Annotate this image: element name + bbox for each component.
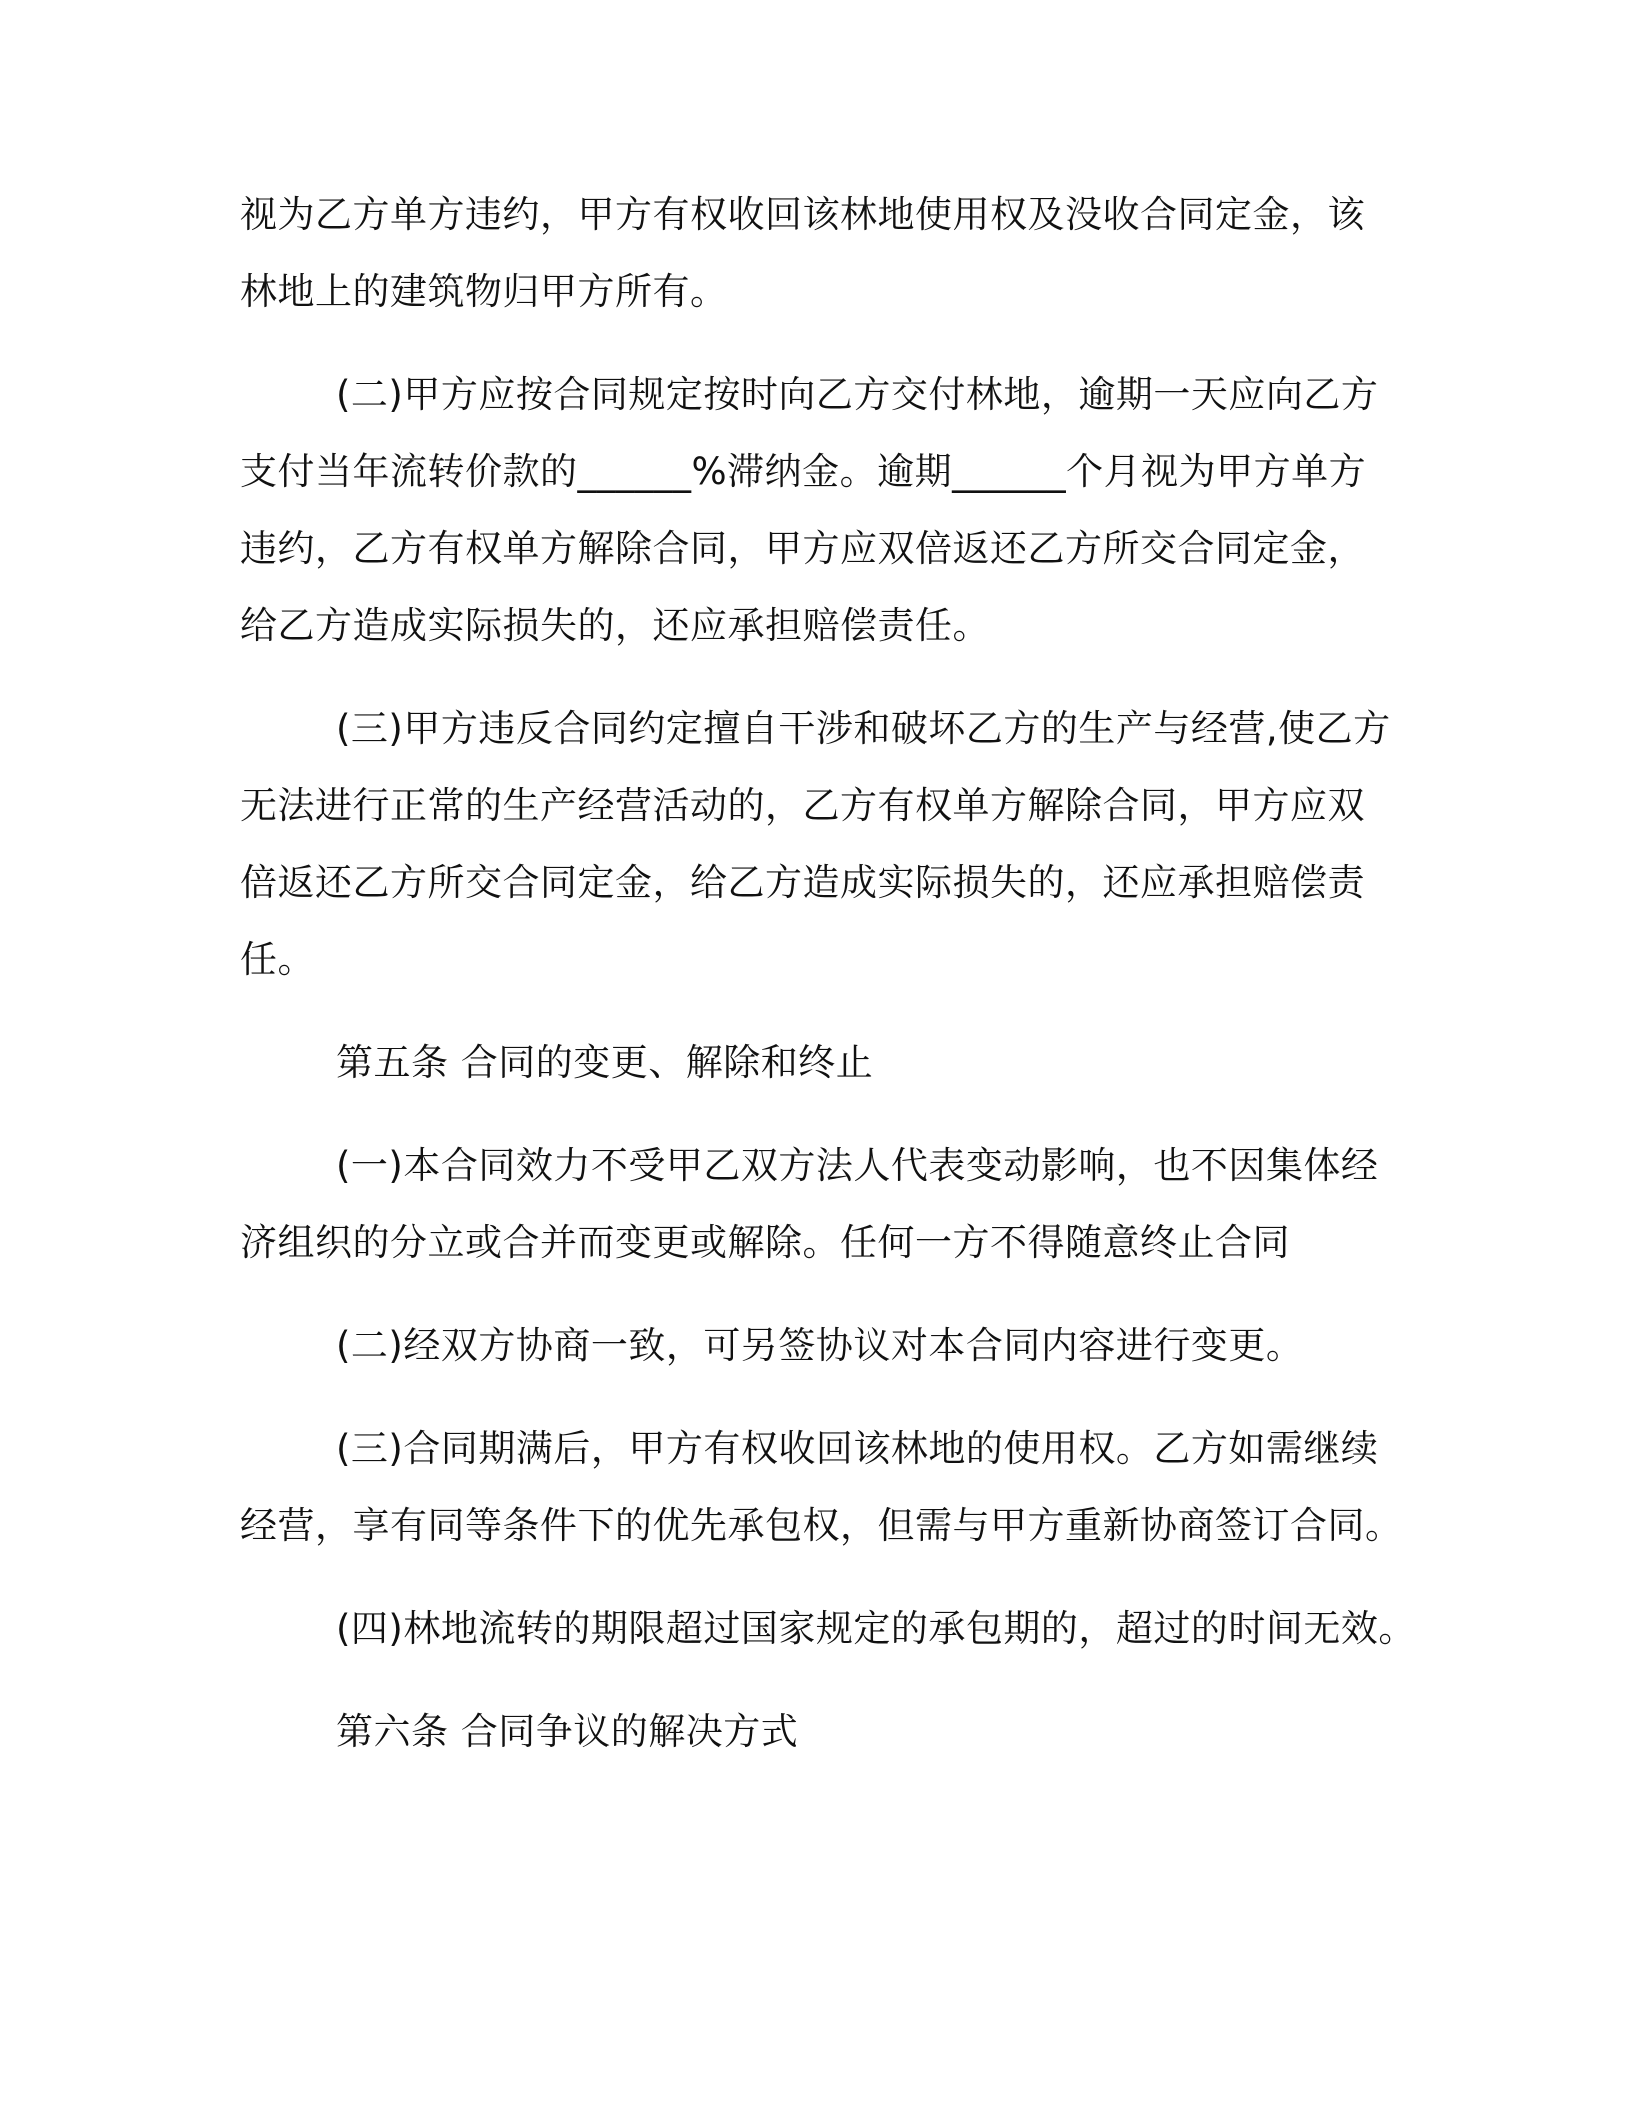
paragraph-line: (二)经双方协商一致，可另签协议对本合同内容进行变更。 bbox=[336, 1324, 1304, 1367]
paragraph-line: (四)林地流转的期限超过国家规定的承包期的，超过的时间无效。 bbox=[336, 1607, 1416, 1650]
paragraph-line: 支付当年流转价款的______%滞纳金。逾期______个月视为甲方单方 bbox=[240, 450, 1367, 493]
paragraph-line: 给乙方造成实际损失的，还应承担赔偿责任。 bbox=[240, 604, 990, 647]
paragraph-line: (三)甲方违反合同约定擅自干涉和破坏乙方的生产与经营,使乙方 bbox=[336, 707, 1391, 750]
paragraph-line: 任。 bbox=[240, 938, 315, 981]
paragraph-line: (一)本合同效力不受甲乙双方法人代表变动影响，也不因集体经 bbox=[336, 1144, 1379, 1187]
paragraph-line: 林地上的建筑物归甲方所有。 bbox=[240, 270, 728, 313]
paragraph-line: 无法进行正常的生产经营活动的，乙方有权单方解除合同，甲方应双 bbox=[240, 784, 1365, 827]
paragraph-line: 经营，享有同等条件下的优先承包权，但需与甲方重新协商签订合同。 bbox=[240, 1504, 1403, 1547]
paragraph-line: 视为乙方单方违约，甲方有权收回该林地使用权及没收合同定金，该 bbox=[240, 193, 1365, 236]
paragraph-line: (三)合同期满后，甲方有权收回该林地的使用权。乙方如需继续 bbox=[336, 1427, 1379, 1470]
paragraph-line: 违约，乙方有权单方解除合同，甲方应双倍返还乙方所交合同定金， bbox=[240, 527, 1365, 570]
paragraph-line: 济组织的分立或合并而变更或解除。任何一方不得随意终止合同 bbox=[240, 1221, 1290, 1264]
paragraph-line: (二)甲方应按合同规定按时向乙方交付林地，逾期一天应向乙方 bbox=[336, 373, 1379, 416]
paragraph-line: 倍返还乙方所交合同定金，给乙方造成实际损失的，还应承担赔偿责 bbox=[240, 861, 1365, 904]
article-heading: 第五条 合同的变更、解除和终止 bbox=[336, 1041, 874, 1084]
article-heading: 第六条 合同争议的解决方式 bbox=[336, 1710, 799, 1753]
